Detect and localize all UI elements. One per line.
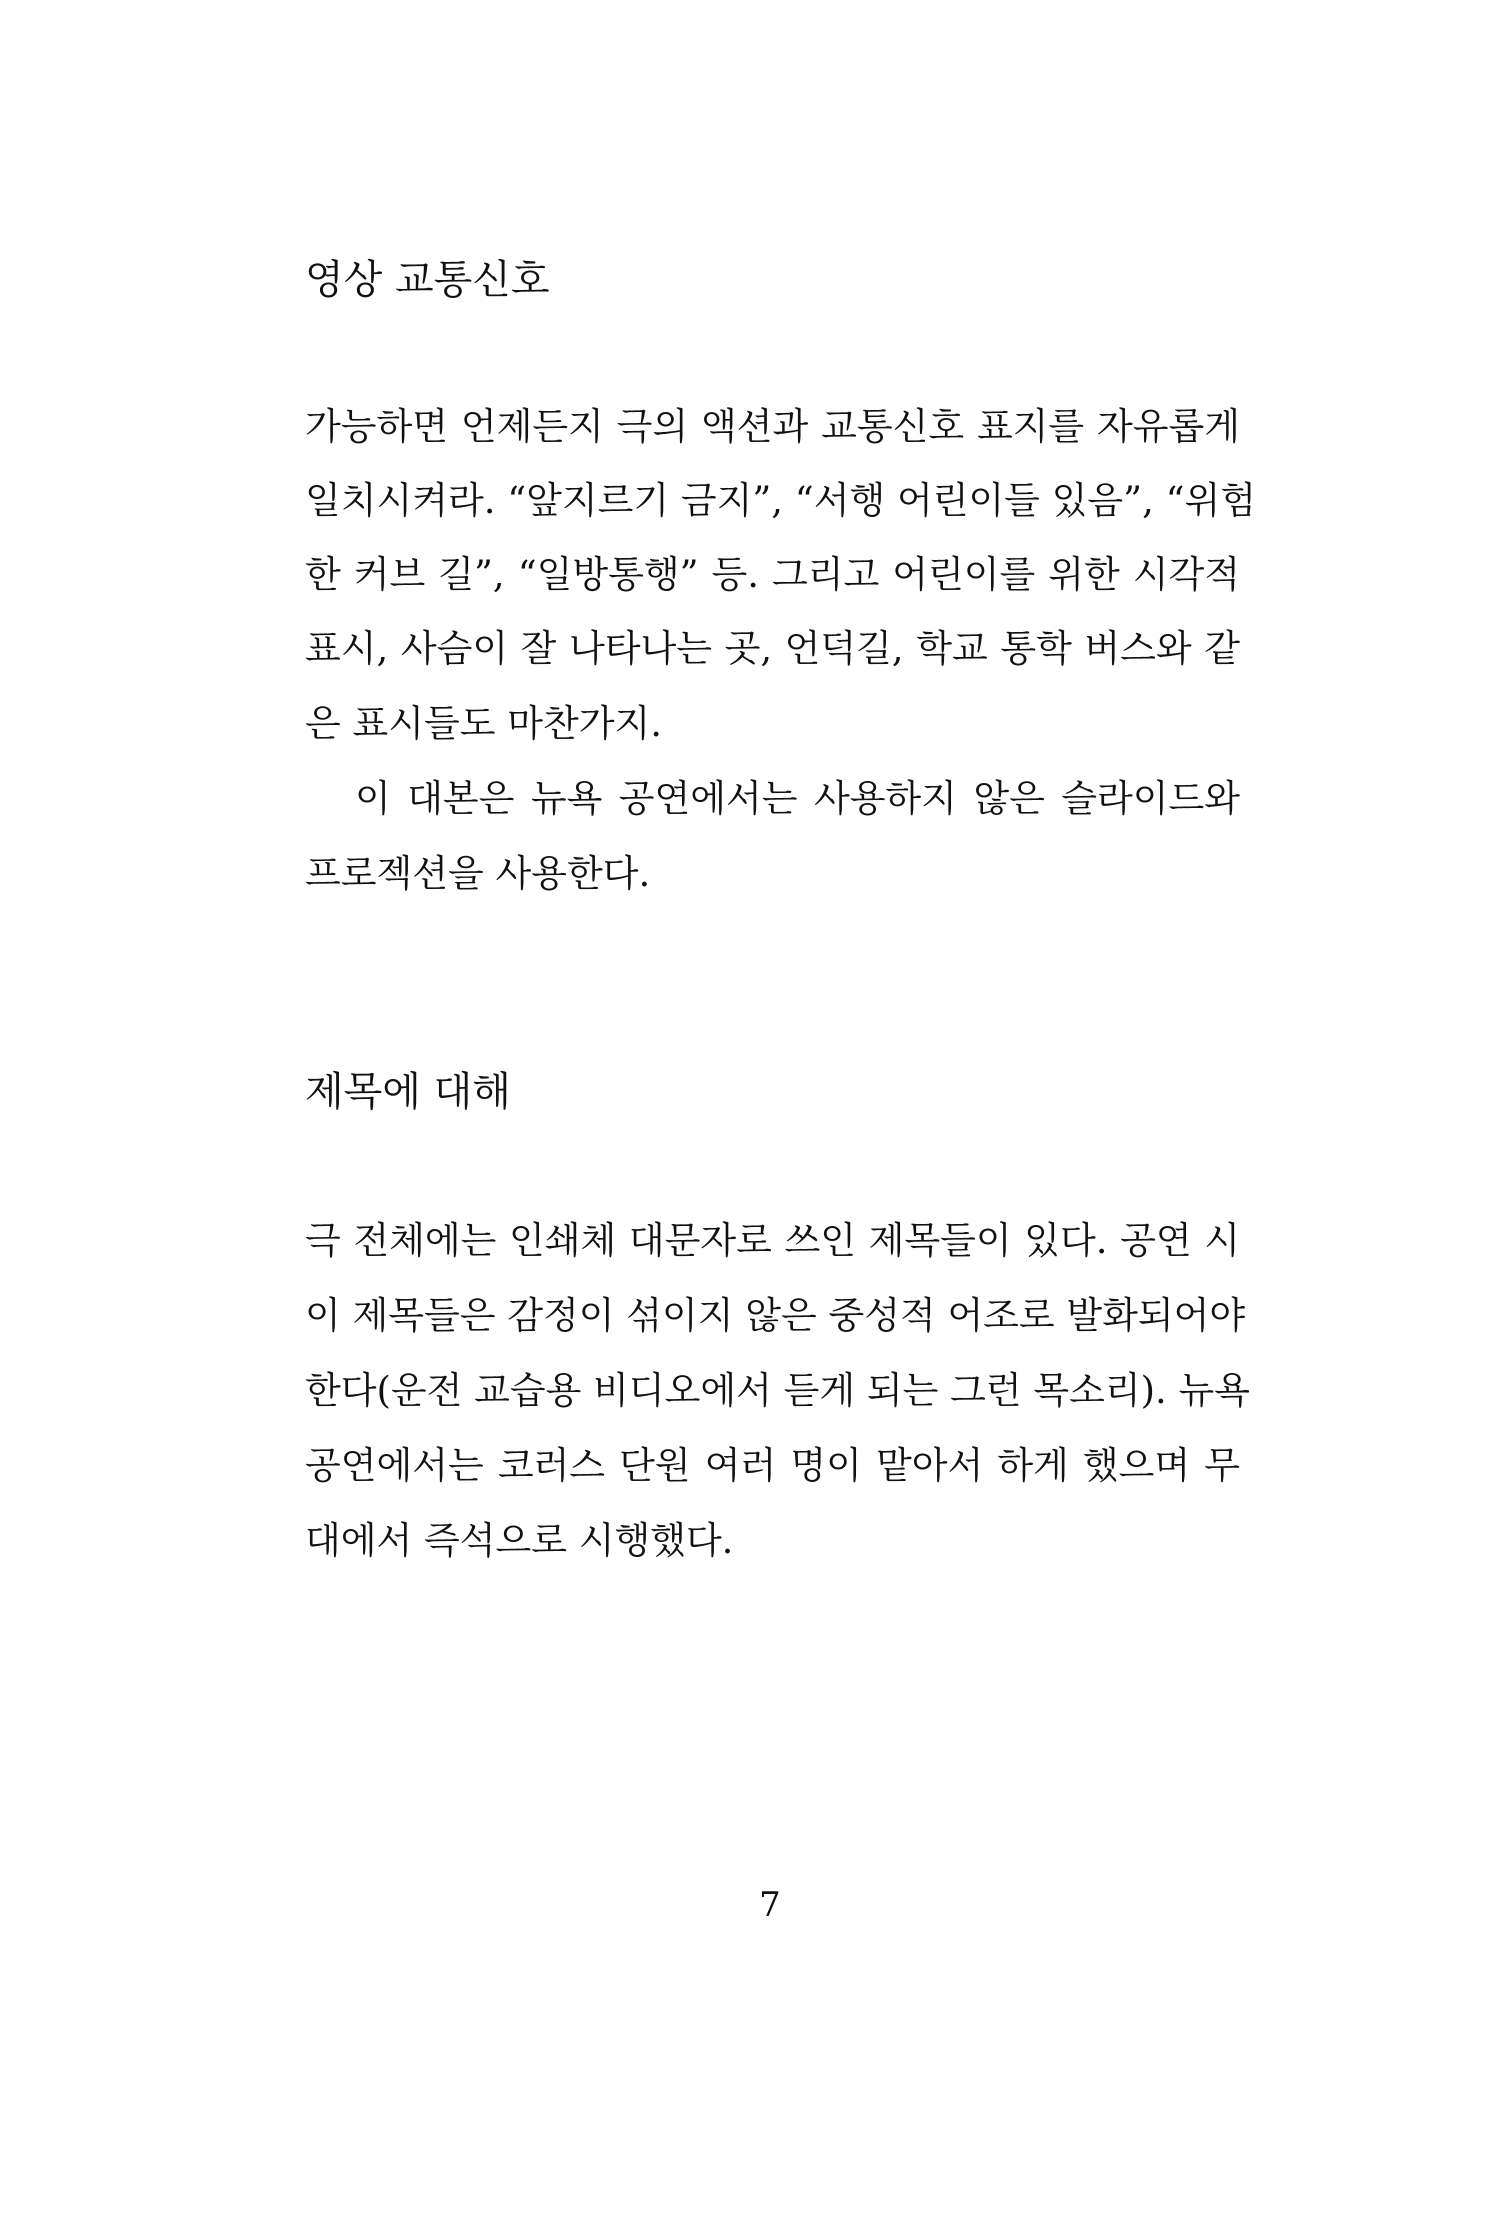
text-line: 프로젝션을 사용한다.: [305, 852, 651, 895]
section-heading-video-traffic-signals: 영상 교통신호: [305, 257, 550, 303]
text-line: 가능하면 언제든지 극의 액션과 교통신호 표지를 자유롭게: [305, 405, 1240, 448]
text-line: 대에서 즉석으로 시행했다.: [305, 1519, 734, 1562]
text-line: 이 제목들은 감정이 섞이지 않은 중성적 어조로 발화되어야: [305, 1294, 1246, 1337]
text-line: 표시, 사슴이 잘 나타나는 곳, 언덕길, 학교 통학 버스와 같: [305, 627, 1240, 670]
text-line: 은 표시들도 마찬가지.: [305, 702, 662, 745]
text-line: 공연에서는 코러스 단원 여러 명이 맡아서 하게 했으며 무: [305, 1444, 1240, 1487]
text-line: 한 커브 길”, “일방통행” 등. 그리고 어린이를 위한 시각적: [305, 553, 1240, 596]
text-line: 극 전체에는 인쇄체 대문자로 쓰인 제목들이 있다. 공연 시: [305, 1219, 1240, 1262]
page-number: 7: [759, 1885, 781, 1925]
text-line: 한다(운전 교습용 비디오에서 듣게 되는 그런 목소리). 뉴욕: [305, 1369, 1251, 1412]
text-line: 이 대본은 뉴욕 공연에서는 사용하지 않은 슬라이드와: [355, 777, 1240, 820]
section-heading-about-titles: 제목에 대해: [305, 1069, 511, 1115]
text-line: 일치시켜라. “앞지르기 금지”, “서행 어린이들 있음”, “위험: [305, 479, 1257, 522]
